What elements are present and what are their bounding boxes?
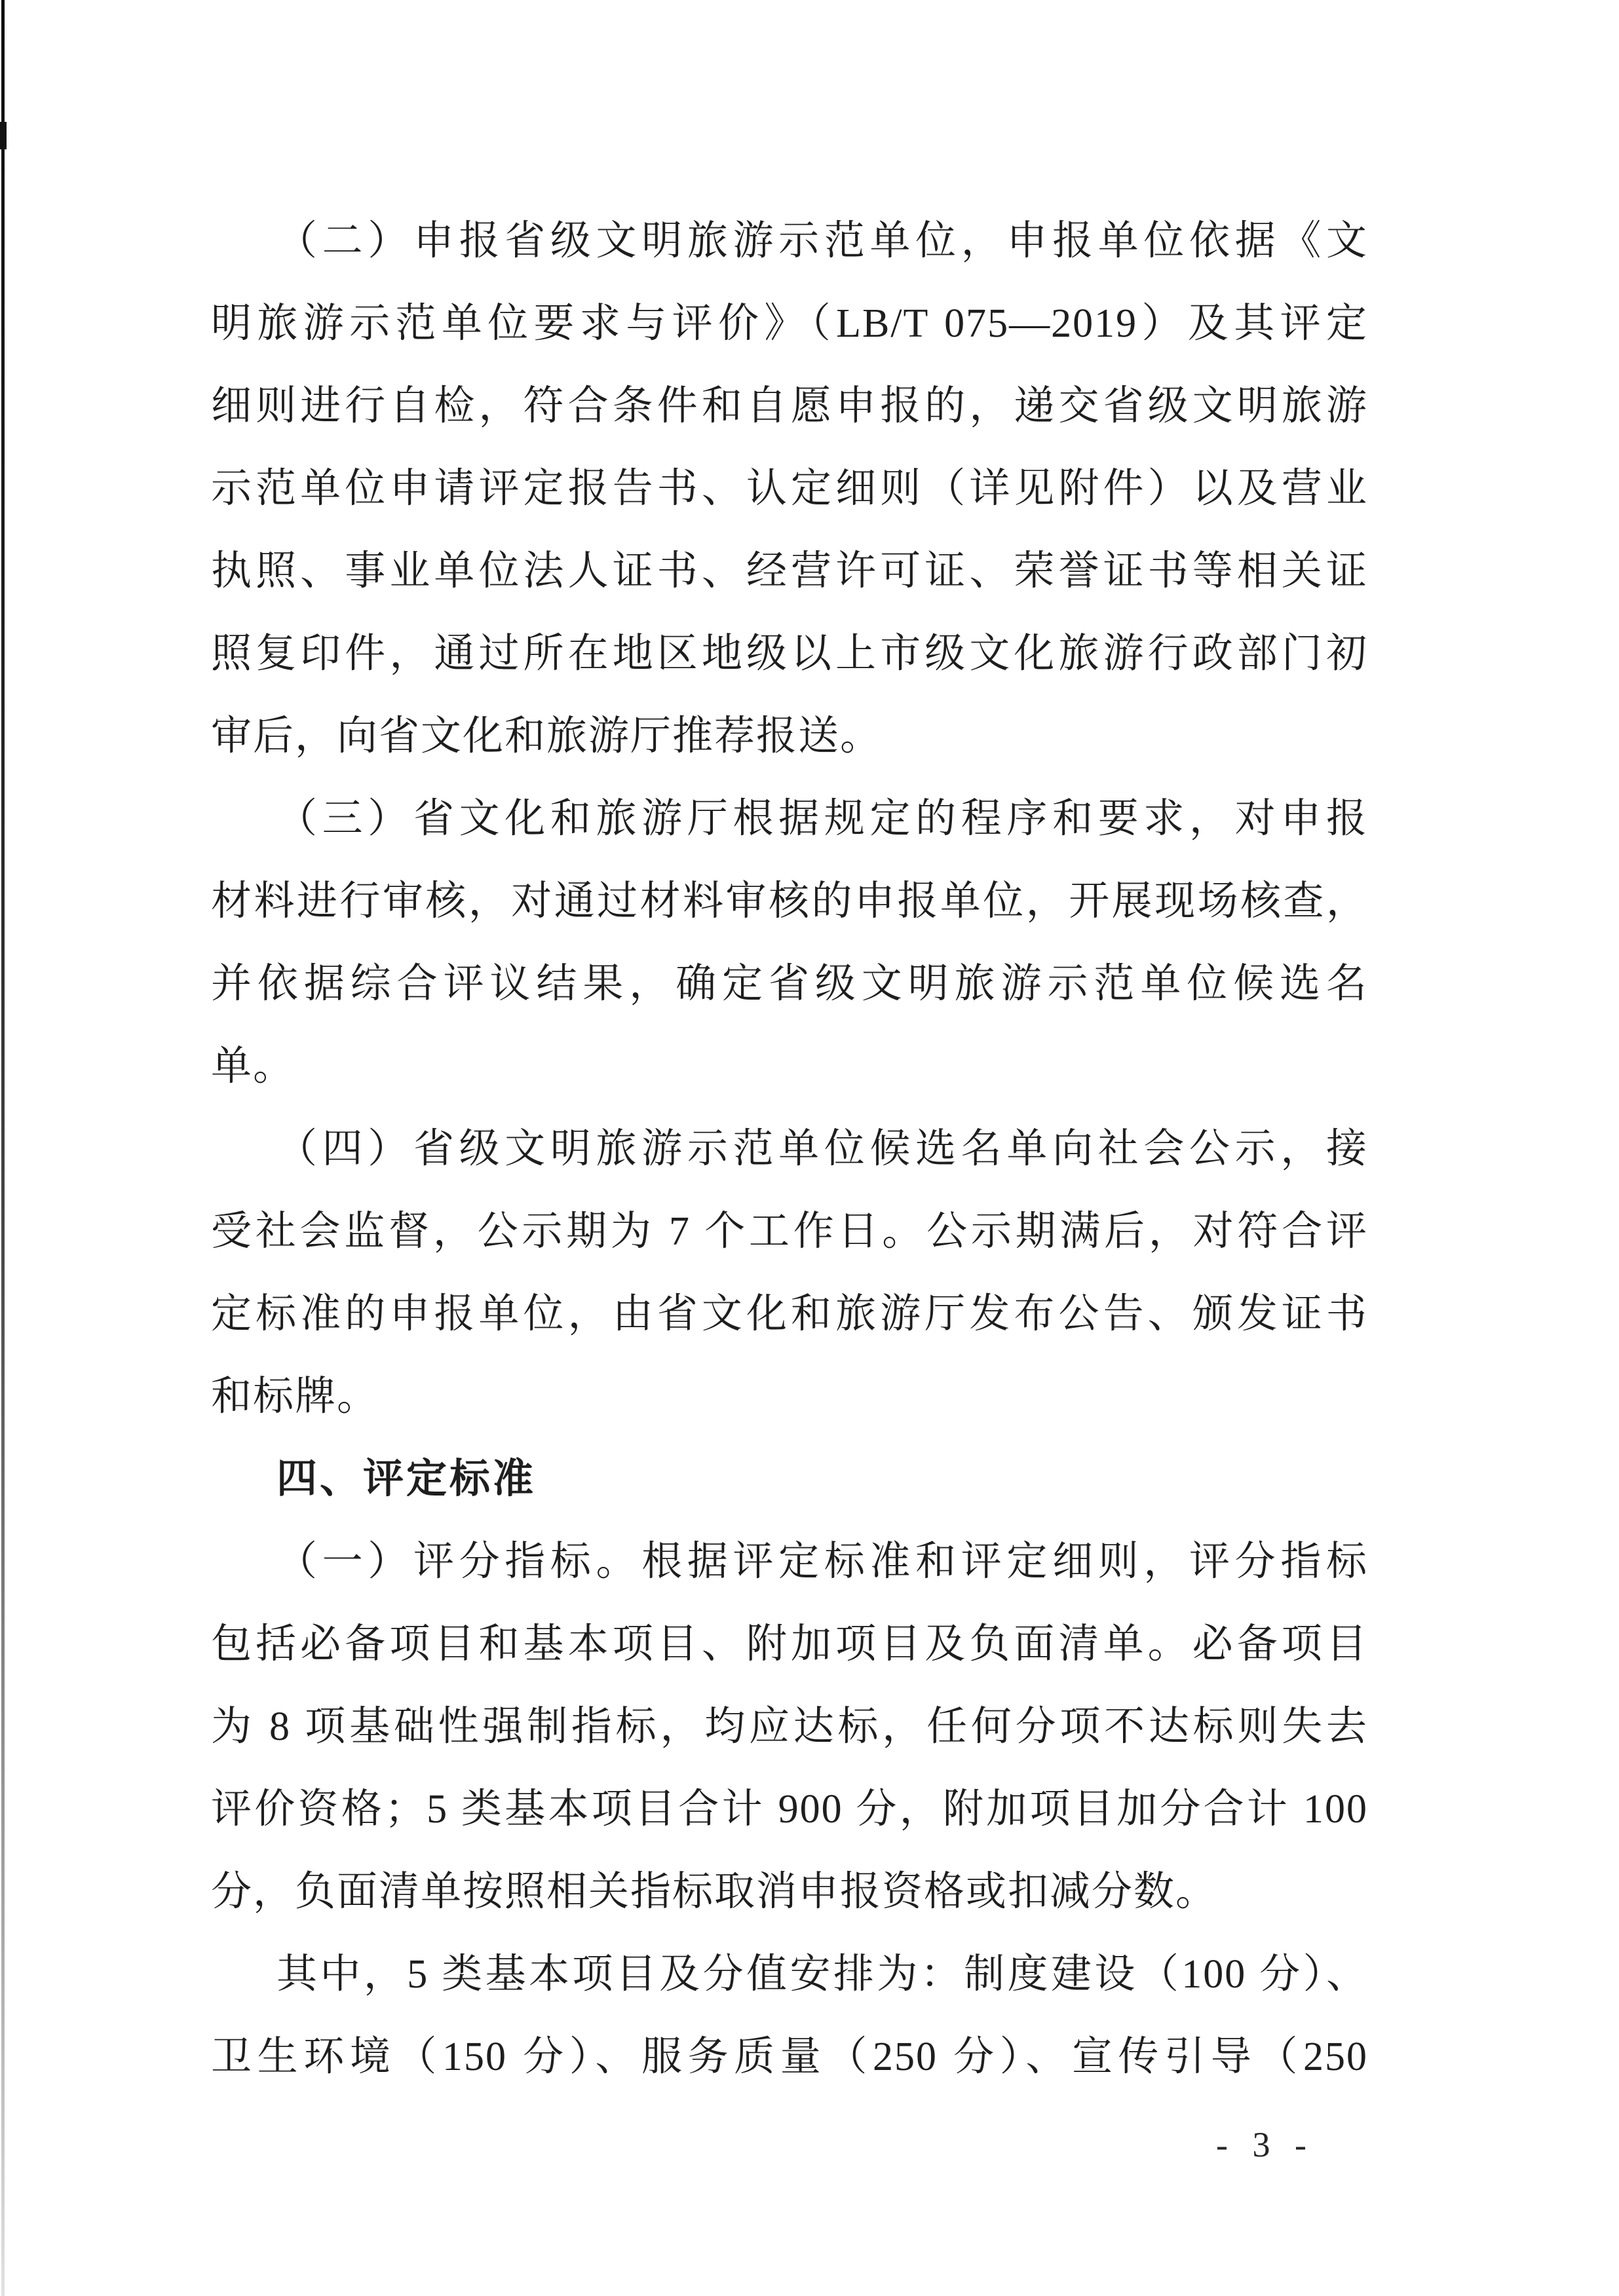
- text-line: （一）评分指标。根据评定标准和评定细则，评分指标: [276, 1539, 1368, 1584]
- text-line: 单。: [211, 1044, 295, 1089]
- text-line: 其中，5 类基本项目及分值安排为：制度建设（100 分）、: [276, 1952, 1368, 1997]
- text-line: 分，负面清单按照相关指标取消申报资格或扣减分数。: [211, 1870, 1218, 1914]
- text-line: 材料进行审核，对通过材料审核的申报单位，开展现场核查，: [211, 879, 1368, 924]
- text-line: 照复印件，通过所在地区地级以上市级文化旅游行政部门初: [211, 631, 1368, 676]
- text-line: 和标牌。: [211, 1374, 379, 1419]
- text-line: （四）省级文明旅游示范单位候选名单向社会公示，接: [276, 1127, 1368, 1171]
- page-number: - 3 -: [1216, 2125, 1314, 2164]
- text-line: 示范单位申请评定报告书、认定细则（详见附件）以及营业: [211, 466, 1368, 511]
- text-line: 评价资格；5 类基本项目合计 900 分，附加项目加分合计 100: [211, 1787, 1368, 1832]
- text-line: 执照、事业单位法人证书、经营许可证、荣誉证书等相关证: [211, 549, 1368, 593]
- text-line: 为 8 项基础性强制指标，均应达标，任何分项不达标则失去: [211, 1704, 1368, 1749]
- text-line: 卫生环境（150 分）、服务质量（250 分）、宣传引导（250: [211, 2035, 1368, 2079]
- text-line: 并依据综合评议结果，确定省级文明旅游示范单位候选名: [211, 962, 1368, 1006]
- text-line: 包括必备项目和基本项目、附加项目及负面清单。必备项目: [211, 1622, 1368, 1666]
- text-line: （三）省文化和旅游厅根据规定的程序和要求，对申报: [276, 797, 1368, 841]
- text-line: 受社会监督，公示期为 7 个工作日。公示期满后，对符合评: [211, 1209, 1368, 1254]
- text-line: 定标准的申报单位，由省文化和旅游厅发布公告、颁发证书: [211, 1292, 1368, 1336]
- section-heading: 四、评定标准: [276, 1456, 537, 1501]
- document-body: [211, 200, 1368, 2098]
- text-line: 细则进行自检，符合条件和自愿申报的，递交省级文明旅游: [211, 384, 1368, 428]
- text-line: 审后，向省文化和旅游厅推荐报送。: [211, 714, 883, 759]
- text-line: （二）申报省级文明旅游示范单位，申报单位依据《文: [276, 219, 1368, 263]
- scan-edge-blob: [0, 122, 7, 149]
- scan-edge-artifact: [1, 0, 5, 2296]
- text-line: 明旅游示范单位要求与评价》（LB/T 075—2019）及其评定: [211, 301, 1368, 346]
